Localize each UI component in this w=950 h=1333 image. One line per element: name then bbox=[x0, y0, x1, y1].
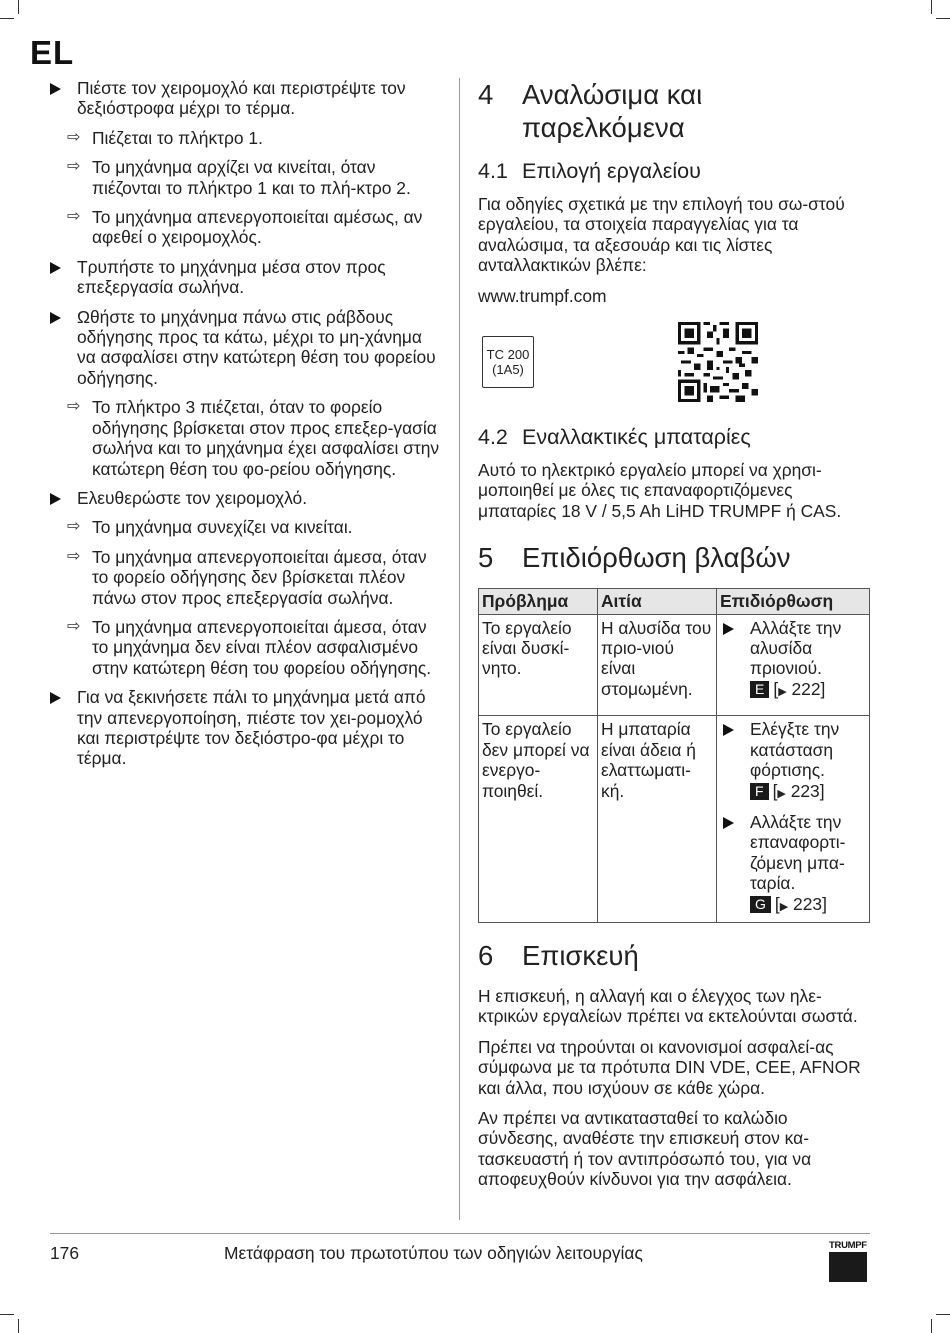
instruction-result bbox=[50, 207, 442, 248]
instruction-step bbox=[50, 257, 442, 298]
paragraph: Αυτό το ηλεκτρικό εργαλείο μπορεί να χρησι-μοποιηθεί με όλες τις επαναφορτιζόμενες μπαταρίες 18 V / 5,5 Ah LiHD TRUMPF ή CAS. bbox=[478, 460, 842, 521]
instruction-result bbox=[50, 128, 442, 148]
instruction-text: Πιέστε τον χειρομοχλό και περιστρέψτε τον δεξιόστροφα μέχρι το τέρμα. bbox=[77, 78, 406, 119]
column-divider bbox=[459, 78, 460, 1220]
triangle-right-icon bbox=[723, 817, 734, 829]
subsection-title: Επιλογή εργαλείου bbox=[522, 159, 701, 183]
section-title: Αναλώσιμα και παρελκόμενα bbox=[522, 79, 703, 143]
section-4-heading bbox=[478, 78, 870, 144]
section-number: 6 bbox=[478, 939, 494, 971]
problem-cell: Το εργαλείο δεν μπορεί να ενεργο-ποιηθεί. bbox=[479, 716, 598, 923]
section-number: 5 bbox=[478, 542, 494, 574]
triangle-right-icon bbox=[723, 724, 734, 736]
remedy-step bbox=[720, 812, 866, 917]
crop-mark bbox=[931, 1319, 932, 1333]
instruction-result bbox=[50, 157, 442, 198]
section-6-heading bbox=[478, 939, 870, 972]
troubleshooting-table bbox=[478, 588, 870, 923]
subsection-4-1-heading bbox=[478, 158, 870, 184]
page-reference: 223 bbox=[793, 893, 823, 914]
paragraph: Πρέπει να τηρούνται οι κανονισμοί ασφαλεί-ας σύμφωνα με τα πρότυπα DIN VDE, CEE, AFNOR και άλλα, που ισχύουν σε κάθε χώρα. bbox=[478, 1036, 861, 1098]
table-header-row bbox=[479, 589, 870, 614]
instruction-text: Πιέζεται το πλήκτρο 1. bbox=[92, 127, 263, 148]
section-title: Επισκευή bbox=[522, 939, 639, 971]
remedy-text: Ελέγξτε την κατάσταση φόρτισης. bbox=[750, 719, 840, 781]
small-triangle-icon: ▶ bbox=[778, 685, 787, 698]
remedy-step bbox=[720, 618, 866, 703]
crop-mark bbox=[0, 1314, 14, 1315]
instruction-text: Για να ξεκινήσετε πάλι το μηχάνημα μετά από την απενεργοποίηση, πιέστε τον χει-ρομοχλό και περιστρέψτε τον δεξιόστρο-φα μέχρι το τέρμα. bbox=[77, 687, 426, 769]
instruction-text: Ωθήστε το μηχάνημα πάνω στις ράβδους οδήγησης προς τα κάτω, μέχρι το μη-χάνημα να ασφαλίσει στην κατώτερη θέση του φορείου οδήγησης. bbox=[77, 306, 436, 388]
hollow-arrow-right-icon: ⇨ bbox=[67, 128, 81, 146]
triangle-right-icon bbox=[50, 692, 61, 704]
instruction-step bbox=[50, 78, 442, 119]
hollow-arrow-right-icon: ⇨ bbox=[67, 158, 81, 176]
model-code: (1A5) bbox=[492, 362, 524, 378]
page-reference: 222 bbox=[791, 678, 821, 699]
instruction-step bbox=[50, 307, 442, 389]
cause-cell: Η αλυσίδα του πριο-νιού είναι στομωμένη. bbox=[598, 614, 717, 716]
hollow-arrow-right-icon: ⇨ bbox=[67, 518, 81, 536]
instruction-text: Το μηχάνημα απενεργοποιείται άμεσα, όταν το φορείο οδήγησης δεν βρίσκεται πλέον πάνω στον προς επεξεργασία σωλήνα. bbox=[92, 546, 427, 608]
remedy-text: Αλλάξτε την αλυσίδα πριονιού. bbox=[750, 617, 842, 679]
instruction-text: Το μηχάνημα απενεργοποιείται αμέσως, αν αφεθεί ο χειρομοχλός. bbox=[92, 207, 423, 248]
figure-reference[interactable]: F [▶ 223] bbox=[750, 781, 825, 801]
hollow-arrow-right-icon: ⇨ bbox=[67, 398, 81, 416]
column-header: Επιδιόρθωση bbox=[717, 589, 870, 614]
logo-block bbox=[829, 1252, 867, 1282]
model-label-box bbox=[482, 336, 534, 388]
small-triangle-icon: ▶ bbox=[777, 787, 786, 800]
crop-mark bbox=[936, 18, 950, 19]
instruction-result bbox=[50, 397, 442, 479]
crop-mark bbox=[931, 0, 932, 14]
remedy-text: Αλλάξτε την επαναφορτι-ζόμενη μπα-ταρία. bbox=[750, 811, 846, 894]
page-reference: 223 bbox=[790, 780, 820, 801]
left-column bbox=[50, 78, 442, 778]
triangle-right-icon bbox=[50, 312, 61, 324]
hollow-arrow-right-icon: ⇨ bbox=[67, 547, 81, 565]
problem-cell: Το εργαλείο είναι δυσκί-νητο. bbox=[479, 614, 598, 716]
subsection-number: 4.1 bbox=[478, 159, 508, 183]
instruction-text: Το μηχάνημα αρχίζει να κινείται, όταν πιέζονται το πλήκτρο 1 και το πλή-κτρο 2. bbox=[92, 157, 411, 198]
section-number: 4 bbox=[478, 79, 494, 110]
instruction-text: Το πλήκτρο 3 πιέζεται, όταν το φορείο οδήγησης βρίσκεται στον προς επεξερ-γασία σωλήνα και το μηχάνημα έχει ασφαλίσει στην κατώτερη θέση του φο-ρείου οδήγησης. bbox=[92, 397, 440, 479]
instruction-text: Το μηχάνημα απενεργοποιείται άμεσα, όταν το μηχάνημα δεν είναι πλέον ασφαλισμένο στην κατώτερη θέση του φορείου οδήγησης. bbox=[92, 616, 432, 678]
figure-tag: E bbox=[750, 681, 769, 698]
table-row bbox=[479, 614, 870, 716]
model-name: TC 200 bbox=[486, 347, 530, 363]
crop-mark bbox=[0, 18, 14, 19]
qr-code-icon[interactable] bbox=[678, 322, 758, 402]
triangle-right-icon bbox=[50, 493, 61, 505]
cause-cell: Η μπαταρία είναι άδεια ή ελαττωματι-κή. bbox=[598, 716, 717, 923]
crop-mark bbox=[936, 1314, 950, 1315]
instruction-result bbox=[50, 547, 442, 608]
paragraph: Η επισκευή, η αλλαγή και ο έλεγχος των ηλε-κτρικών εργαλείων πρέπει να εκτελούνται σωστά. bbox=[478, 985, 858, 1027]
page-number: 176 bbox=[50, 1243, 80, 1263]
table-row bbox=[479, 716, 870, 923]
instruction-text: Το μηχάνημα συνεχίζει να κινείται. bbox=[92, 517, 353, 538]
language-tag: EL bbox=[30, 34, 75, 71]
paragraph: Αν πρέπει να αντικατασταθεί το καλώδιο σύνδεσης, αναθέστε την επισκευή στον κα-τασκευαστή ή τον αντιπρόσωπό του, για να αποφευχθούν κίνδυνοι για την ασφάλεια. bbox=[478, 1107, 812, 1190]
remedy-cell bbox=[717, 614, 870, 716]
instruction-step bbox=[50, 488, 442, 508]
subsection-4-2-heading bbox=[478, 424, 870, 450]
remedy-step bbox=[720, 719, 866, 804]
remedy-cell bbox=[717, 716, 870, 923]
instruction-text: Τρυπήστε το μηχάνημα μέσα στον προς επεξεργασία σωλήνα. bbox=[77, 256, 386, 298]
paragraph: Για οδηγίες σχετικά με την επιλογή του σω-στού εργαλείου, τα στοιχεία παραγγελίας για τα αναλώσιμα, τα αξεσουάρ και τις λίστες ανταλλακτικών βλέπε: bbox=[478, 194, 845, 276]
figure-tag: G bbox=[750, 896, 771, 913]
instruction-result bbox=[50, 517, 442, 537]
crop-mark bbox=[18, 1319, 19, 1333]
crop-mark bbox=[18, 0, 19, 14]
section-title: Επιδιόρθωση βλαβών bbox=[522, 542, 791, 574]
column-header: Αιτία bbox=[598, 589, 717, 614]
figure-reference[interactable]: E [▶ 222] bbox=[750, 679, 825, 699]
triangle-right-icon bbox=[50, 83, 61, 95]
column-header: Πρόβλημα bbox=[479, 589, 598, 614]
hollow-arrow-right-icon: ⇨ bbox=[67, 208, 81, 226]
trumpf-logo bbox=[829, 1241, 867, 1282]
instruction-text: Ελευθερώστε τον χειρομοχλό. bbox=[77, 487, 308, 508]
footer-title: Μετάφραση του πρωτοτύπου των οδηγιών λειτουργίας bbox=[224, 1243, 643, 1263]
triangle-right-icon bbox=[723, 623, 734, 635]
triangle-right-icon bbox=[50, 262, 61, 274]
instruction-result bbox=[50, 617, 442, 678]
logo-wordmark: TRUMPF bbox=[829, 1240, 867, 1251]
website-link[interactable]: www.trumpf.com bbox=[478, 285, 607, 306]
section-5-heading bbox=[478, 541, 870, 574]
tool-reference bbox=[478, 320, 870, 404]
figure-tag: F bbox=[750, 783, 769, 800]
right-column bbox=[478, 78, 870, 1200]
instruction-step bbox=[50, 687, 442, 769]
hollow-arrow-right-icon: ⇨ bbox=[67, 617, 81, 635]
subsection-title: Εναλλακτικές μπαταρίες bbox=[522, 425, 751, 450]
footer-divider bbox=[50, 1233, 870, 1234]
figure-reference[interactable]: G [▶ 223] bbox=[750, 894, 827, 914]
subsection-number: 4.2 bbox=[478, 425, 508, 450]
small-triangle-icon: ▶ bbox=[779, 900, 789, 913]
